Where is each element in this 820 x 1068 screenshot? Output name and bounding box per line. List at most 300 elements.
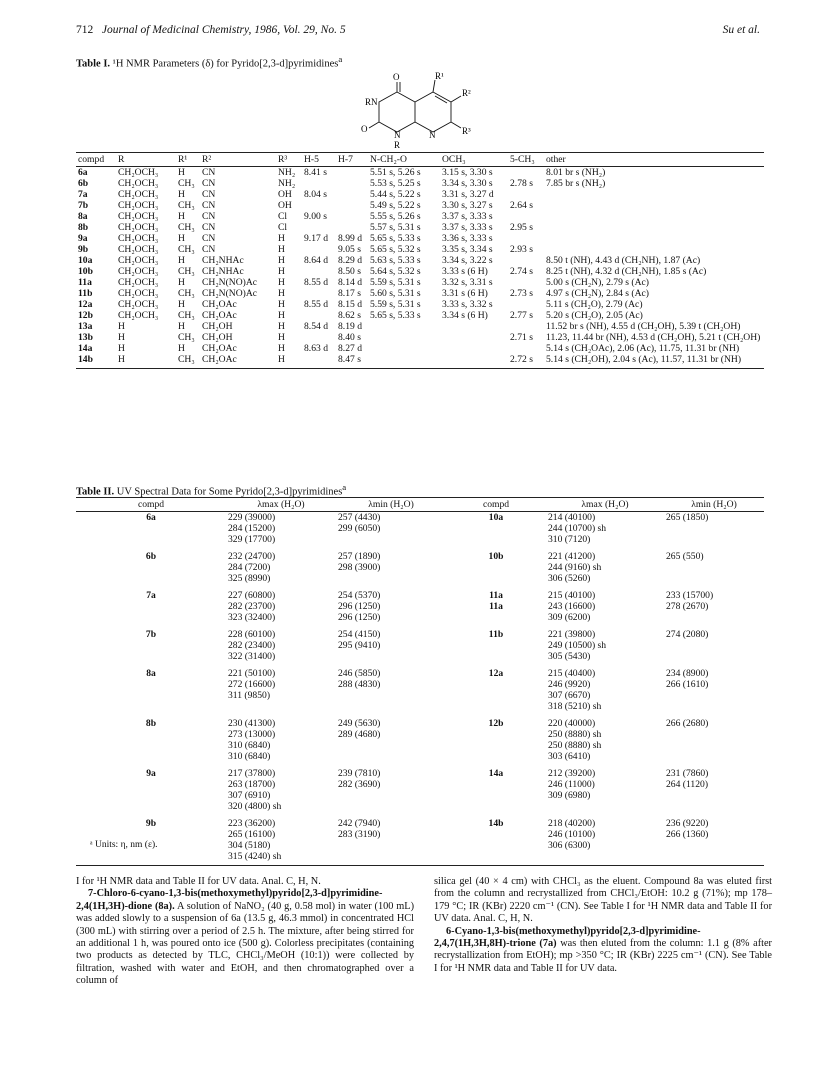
lambda-max-cell: 221 (41200) (548, 551, 596, 562)
table-cell: CH₂N(NO)Ac (202, 288, 258, 299)
table-row (76, 740, 764, 751)
lambda-min-cell: 274 (2080) (666, 629, 709, 640)
table-cell: 8.14 d (338, 277, 362, 288)
compound-id (76, 651, 226, 662)
lambda-max-cell: 309 (6980) (548, 790, 591, 801)
table-cell (508, 299, 544, 310)
table-cell (336, 189, 368, 200)
table-cell (508, 321, 544, 332)
table-row (76, 310, 764, 321)
table-cell: 8.63 d (304, 343, 328, 354)
table2-label: Table II. (76, 486, 115, 498)
table-cell: 9.00 s (304, 211, 327, 222)
table-cell: H (278, 343, 285, 354)
table-cell (440, 332, 508, 343)
table-cell: Cl (278, 211, 288, 222)
lambda-max-cell: 307 (6670) (548, 690, 591, 701)
table-cell: 2.93 s (510, 244, 533, 255)
table-cell: 3.33 s, 3.32 s (442, 299, 493, 310)
nmr-col-header: R¹ (176, 153, 200, 167)
table-row (76, 762, 764, 779)
compound-id: 6a (78, 167, 88, 178)
compound-id (446, 829, 546, 840)
table-cell: CH₃ (178, 310, 195, 321)
nmr-col-header: H-5 (302, 153, 336, 167)
table-cell (336, 200, 368, 211)
lambda-max-cell: 303 (6410) (548, 751, 591, 762)
table-cell (368, 343, 440, 354)
compound-id: 14b (76, 354, 116, 369)
table-row (76, 233, 764, 244)
lambda-min-cell (664, 729, 764, 740)
lambda-min-cell (336, 690, 446, 701)
table-cell: CH₃ (178, 178, 195, 189)
lambda-min-cell (664, 651, 764, 662)
table-cell: 5.14 s (CH₂OH), 2.04 s (Ac), 11.57, 11.31 br (NH) (544, 354, 764, 369)
table-cell: 5.20 s (CH₂O), 2.05 (Ac) (546, 310, 643, 321)
table-cell: 3.35 s, 3.34 s (442, 244, 493, 255)
table-cell: CH₂OCH₃ (118, 167, 159, 178)
author-line: Su et al. (722, 24, 760, 36)
table-cell: 11.23, 11.44 br (NH), 4.53 d (CH₂OH), 5.21 t (CH₂OH) (546, 332, 761, 343)
table-cell: CH₂OCH₃ (118, 211, 159, 222)
lambda-min-cell (336, 801, 446, 812)
table-cell: 3.37 s, 3.33 s (442, 222, 493, 233)
compound-id: 12b (488, 718, 504, 729)
table-row (76, 523, 764, 534)
struct-r1: R¹ (435, 72, 444, 81)
table2-title-mark: a (342, 482, 347, 492)
lambda-min-cell: 233 (15700) (666, 590, 714, 601)
table-cell: 8.17 s (338, 288, 361, 299)
nmr-col-header: R³ (276, 153, 302, 167)
table-cell: 3.31 s (6 H) (442, 288, 488, 299)
table-cell: CH₂NHAc (202, 255, 244, 266)
table-cell: 5.11 s (CH₂O), 2.79 (Ac) (546, 299, 643, 310)
compound-id: 6b (145, 551, 157, 562)
table-cell: 8.27 d (338, 343, 362, 354)
table-cell: Cl (278, 222, 288, 233)
uv-col-header: compd (446, 498, 546, 512)
lambda-min-cell (664, 751, 764, 762)
struct-atom-o-bottom: O (361, 124, 368, 134)
compound-id (76, 790, 226, 801)
table-cell: H (178, 277, 185, 288)
compound-id: 9b (145, 818, 157, 829)
table-cell: H (278, 233, 285, 244)
table-cell: H (178, 343, 185, 354)
compound-id: 11b (488, 629, 504, 640)
table-cell: H (278, 266, 285, 277)
compound-id: 8a (146, 668, 156, 679)
compound-id (446, 573, 546, 584)
table-cell: 5.64 s, 5.32 s (370, 266, 421, 277)
lambda-min-cell: 231 (7860) (666, 768, 709, 779)
table-cell: CN (202, 233, 216, 244)
lambda-max-cell: 243 (16600) (548, 601, 596, 612)
compound-id: 12a (488, 668, 504, 679)
table-row (76, 545, 764, 562)
paragraph-text: I for ¹H NMR data and Table II for UV data. Anal. C, H, N. (76, 876, 321, 887)
table-cell: 8.99 d (338, 233, 362, 244)
lambda-min-cell: 257 (1890) (338, 551, 381, 562)
struct-r3: R³ (462, 126, 471, 136)
compound-id (446, 679, 546, 690)
lambda-min-cell: 234 (8900) (666, 668, 709, 679)
lambda-min-cell: 283 (3190) (338, 829, 381, 840)
table-row (76, 812, 764, 829)
lambda-max-cell: 228 (60100) (228, 629, 276, 640)
table-cell: 2.78 s (510, 178, 533, 189)
compound-id (446, 851, 546, 866)
table-cell: CH₂OCH₃ (118, 233, 159, 244)
table-row (76, 189, 764, 200)
lambda-min-cell: 298 (3900) (338, 562, 381, 573)
uv-table-header (76, 498, 764, 512)
lambda-min-cell (664, 562, 764, 573)
table-cell: 2.74 s (510, 266, 533, 277)
nmr-col-header: H-7 (336, 153, 368, 167)
table-cell: H (178, 255, 185, 266)
table-cell: CN (202, 222, 216, 233)
table-cell: 3.33 s (6 H) (442, 266, 488, 277)
compound-id (446, 562, 546, 573)
table-row (76, 712, 764, 729)
struct-rn: RN (365, 97, 378, 107)
table-row (76, 178, 764, 189)
table-row (76, 222, 764, 233)
compound-id: 12b (78, 310, 93, 321)
table-cell: CH₂OH (202, 332, 233, 343)
table-row (76, 534, 764, 545)
table-cell: CH₂OCH₃ (118, 244, 159, 255)
lambda-min-cell (336, 851, 446, 866)
paragraph-text: was then eluted from the column: 1.1 g (8% after recrystallization from EtOH); mp >350 °C; IR (KBr) 2225 cm⁻¹ (CN). See Table I for ¹H NMR data and Table II for UV data. (434, 938, 772, 974)
table-cell: H (278, 288, 285, 299)
table-cell: CH₂OAc (202, 310, 237, 321)
table-cell: CN (202, 200, 216, 211)
table-row (76, 701, 764, 712)
table-cell (302, 244, 336, 255)
table-cell: H (278, 299, 285, 310)
table-cell: CH₂OCH₃ (118, 255, 159, 266)
compound-id (446, 801, 546, 812)
table-cell: CH₂OCH₃ (118, 299, 159, 310)
compound-id (446, 651, 546, 662)
compound-id: 12a (78, 299, 93, 310)
table-cell: CH₂OAc (202, 343, 237, 354)
lambda-min-cell (664, 851, 764, 866)
compound-id: 14a (78, 343, 93, 354)
table-cell: 3.34 s, 3.30 s (442, 178, 493, 189)
body-paragraph (434, 926, 772, 976)
compound-id (446, 740, 546, 751)
table-cell: CH₂OCH₃ (118, 310, 159, 321)
table2-title: UV Spectral Data for Some Pyrido[2,3-d]pyrimidines (116, 486, 343, 498)
lambda-min-cell: 265 (550) (666, 551, 704, 562)
lambda-min-cell: 254 (4150) (338, 629, 381, 640)
table-cell: CH₂OCH₃ (118, 277, 159, 288)
table-cell (440, 321, 508, 332)
compound-id (76, 729, 226, 740)
table-cell (302, 332, 336, 343)
table-cell (302, 222, 336, 233)
table-cell: NH₂ (278, 178, 296, 189)
compound-id (76, 751, 226, 762)
table-cell: 5.00 s (CH₂N), 2.79 s (Ac) (546, 277, 650, 288)
lambda-min-cell (664, 801, 764, 812)
table-cell: CH₂OCH₃ (118, 266, 159, 277)
struct-r: R (394, 140, 401, 150)
table-cell (544, 233, 764, 244)
table-row (76, 801, 764, 812)
lambda-min-cell (664, 640, 764, 651)
table-row (76, 562, 764, 573)
table-cell: CN (202, 211, 216, 222)
table-cell: CH₃ (178, 266, 195, 277)
table-cell: CH₂N(NO)Ac (202, 277, 258, 288)
table-row (76, 612, 764, 623)
lambda-max-cell: 249 (10500) sh (548, 640, 607, 651)
table-row (76, 601, 764, 612)
compound-id (76, 740, 226, 751)
table-cell: 9.05 s (338, 244, 361, 255)
table-row (76, 662, 764, 679)
lambda-max-cell: 320 (4800) sh (228, 801, 282, 812)
table-cell (302, 178, 336, 189)
lambda-min-cell: 278 (2670) (666, 601, 709, 612)
compound-id: 11a (78, 277, 92, 288)
table-cell (544, 244, 764, 255)
table-cell: 5.53 s, 5.25 s (370, 178, 421, 189)
compound-id (76, 851, 226, 866)
compound-id (446, 523, 546, 534)
lambda-min-cell: 264 (1120) (666, 779, 709, 790)
table-cell (508, 211, 544, 222)
table-cell: 8.55 d (304, 277, 328, 288)
compound-id: 7b (78, 200, 89, 211)
compound-id (76, 701, 226, 712)
table-row (76, 640, 764, 651)
lambda-min-cell (664, 612, 764, 623)
table1-label: Table I. (76, 58, 111, 70)
lambda-max-cell: 273 (13000) (228, 729, 276, 740)
compound-id (76, 612, 226, 623)
table-cell (544, 200, 764, 211)
table-cell (508, 255, 544, 266)
table-row (76, 573, 764, 584)
table-cell: 8.01 br s (NH₂) (546, 167, 606, 178)
compound-id (446, 640, 546, 651)
table-cell: CH₂OCH₃ (118, 200, 159, 211)
nmr-col-header: OCH₃ (440, 153, 508, 167)
table-cell: 3.36 s, 3.33 s (442, 233, 493, 244)
table-cell: CN (202, 244, 216, 255)
lambda-min-cell (336, 573, 446, 584)
lambda-min-cell (336, 740, 446, 751)
compound-id: 8b (78, 222, 89, 233)
table-cell (440, 354, 508, 369)
nmr-table (76, 152, 764, 369)
lambda-min-cell (336, 840, 446, 851)
lambda-min-cell: 288 (4830) (338, 679, 381, 690)
compound-id (446, 534, 546, 545)
compound-id: 10b (488, 551, 504, 562)
journal-citation: Journal of Medicinal Chemistry, 1986, Vol. 29, No. 5 (101, 24, 346, 36)
lambda-min-cell: 266 (1360) (666, 829, 709, 840)
table-cell: H (278, 321, 285, 332)
table-cell: CH₃ (178, 332, 195, 343)
table-cell: 3.37 s, 3.33 s (442, 211, 493, 222)
table-row (76, 584, 764, 601)
table-cell: H (278, 244, 285, 255)
table-cell: CH₃ (178, 200, 195, 211)
table-cell (440, 343, 508, 354)
table-cell: 2.77 s (510, 310, 533, 321)
compound-id: 9b (78, 244, 89, 255)
lambda-min-cell: 265 (1850) (666, 512, 709, 523)
paragraph-text: A solution of NaNO₂ (40 g, 0.58 mol) in water (100 mL) was added slowly to a suspension of 6a (13.5 g, 46.3 mmol) in concentrated HCl (300 mL) with stirring over a period of 2.5 h. The mixture, after being stirred for an additional 1 h, was poured onto ice (500 g). Colorless precipitates (containing two products as detected by TLC, CHCl₃/MeOH (10:1)) were collected by filtration, washed with water and EtOH, and then chromatographed over a column of (76, 900, 415, 987)
lambda-min-cell: 254 (5370) (338, 590, 381, 601)
lambda-min-cell (664, 534, 764, 545)
compound-heading: 6-Cyano-1,3-bis(methoxymethyl)pyrido[2,3-d]pyrimidine-2,4,7(1H,3H,8H)-trione (7a) (434, 925, 701, 950)
compound-id (76, 801, 226, 812)
lambda-max-cell: 282 (23400) (228, 640, 276, 651)
lambda-min-cell: 266 (1610) (666, 679, 709, 690)
table-cell: H (178, 211, 185, 222)
table-cell: OH (278, 200, 292, 211)
lambda-min-cell: 257 (4430) (338, 512, 381, 523)
table-cell (336, 167, 368, 179)
compound-id: 8b (145, 718, 157, 729)
table-cell (544, 222, 764, 233)
table-cell: CN (202, 189, 216, 200)
table-cell: 8.41 s (304, 167, 327, 178)
table-cell: 3.34 s, 3.22 s (442, 255, 493, 266)
table-cell: 2.64 s (510, 200, 533, 211)
lambda-max-cell: 214 (40100) (548, 512, 596, 523)
uv-col-header: λmax (H₂O) (226, 498, 336, 512)
paragraph-text: silica gel (40 × 4 cm) with CHCl₃ as the eluent. Compound 8a was eluted first from the column and recrystallized from CHCl₃/EtOH: 10.2 g (71%); mp 178–179 °C; IR (KBr) 2220 cm⁻¹ (CN). See Table I for ¹H NMR data and Table II for UV data. Anal. C, H, N. (434, 876, 772, 925)
table-row (76, 288, 764, 299)
table-cell: H (118, 332, 125, 343)
table-cell: 8.29 d (338, 255, 362, 266)
table-cell: 8.47 s (336, 354, 368, 369)
compound-id (76, 573, 226, 584)
compound-id: 14a (488, 768, 504, 779)
lambda-min-cell (664, 690, 764, 701)
lambda-max-cell: 272 (16600) (228, 679, 276, 690)
table-cell: 8.15 d (338, 299, 362, 310)
lambda-min-cell (336, 751, 446, 762)
lambda-max-cell: 246 (10100) (548, 829, 596, 840)
lambda-max-cell: 217 (37800) (228, 768, 276, 779)
table-cell (336, 222, 368, 233)
compound-id: 13b (78, 332, 93, 343)
table1-caption (76, 54, 342, 70)
table-cell: H (278, 310, 285, 321)
table-cell: 8.64 d (304, 255, 328, 266)
table-cell: 7.85 br s (NH₂) (546, 178, 606, 189)
lambda-max-cell: 322 (31400) (228, 651, 276, 662)
table-row (76, 211, 764, 222)
table-cell: 8.50 t (NH), 4.43 d (CH₂NH), 1.87 (Ac) (546, 255, 701, 266)
compound-id: 6a (146, 512, 156, 523)
lambda-max-cell: 220 (40000) (548, 718, 596, 729)
table-row (76, 332, 764, 343)
lambda-max-cell: 215 (40400) (548, 668, 596, 679)
lambda-max-cell: 263 (18700) (228, 779, 276, 790)
table-cell (544, 211, 764, 222)
compound-id (76, 690, 226, 701)
compound-id (76, 534, 226, 545)
table-row (76, 679, 764, 690)
uv-col-header: compd (76, 498, 226, 512)
body-paragraph (434, 876, 772, 926)
lambda-max-cell: 246 (11000) (548, 779, 595, 790)
lambda-max-cell: 244 (9160) sh (548, 562, 602, 573)
lambda-max-cell: 309 (6200) (548, 612, 591, 623)
lambda-max-cell: 223 (36200) (228, 818, 276, 829)
table-row (76, 790, 764, 801)
lambda-min-cell (336, 651, 446, 662)
table-cell: CH₃ (178, 288, 195, 299)
table-cell: 5.65 s, 5.32 s (370, 244, 421, 255)
table-row (76, 729, 764, 740)
nmr-col-header: N-CH₂-O (368, 153, 440, 167)
table-cell: 8.62 s (338, 310, 361, 321)
lambda-max-cell: 229 (39000) (228, 512, 276, 523)
table1-title: ¹H NMR Parameters (δ) for Pyrido[2,3-d]pyrimidines (112, 58, 339, 70)
lambda-min-cell (336, 534, 446, 545)
table-row (76, 851, 764, 866)
table-row (76, 277, 764, 288)
lambda-max-cell: 318 (5210) sh (548, 701, 602, 712)
table-cell (508, 277, 544, 288)
lambda-max-cell: 230 (41300) (228, 718, 276, 729)
running-header (76, 24, 760, 36)
compound-id: 11b (78, 288, 93, 299)
struct-atom-o-top: O (393, 72, 400, 82)
table-cell: CH₂OAc (202, 299, 237, 310)
table-cell: OH (278, 189, 292, 200)
table-cell: CH₂OH (202, 321, 233, 332)
lambda-max-cell: 329 (17700) (228, 534, 276, 545)
body-column-left (76, 876, 414, 988)
lambda-max-cell (546, 801, 664, 812)
lambda-max-cell: 282 (23700) (228, 601, 276, 612)
table-cell: 8.19 d (338, 321, 362, 332)
lambda-max-cell: 244 (10700) sh (548, 523, 607, 534)
lambda-min-cell: 289 (4680) (338, 729, 381, 740)
table-cell: 8.55 d (304, 299, 328, 310)
compound-id (446, 701, 546, 712)
table-cell: H (178, 233, 185, 244)
table-row (76, 651, 764, 662)
compound-id: 6b (78, 178, 89, 189)
compound-id: 10b (78, 266, 93, 277)
uv-table (76, 497, 764, 866)
table-cell: 8.50 s (338, 266, 361, 277)
struct-r2: R² (462, 88, 471, 98)
table-cell (368, 332, 440, 343)
table-cell: H (116, 354, 176, 369)
lambda-max-cell: 212 (39200) (548, 768, 596, 779)
compound-id: 11a (489, 601, 503, 612)
table-cell (302, 288, 336, 299)
table-cell: 5.14 s (CH₂OAc), 2.06 (Ac), 11.75, 11.31 br (NH) (546, 343, 740, 354)
table-cell (508, 167, 544, 179)
